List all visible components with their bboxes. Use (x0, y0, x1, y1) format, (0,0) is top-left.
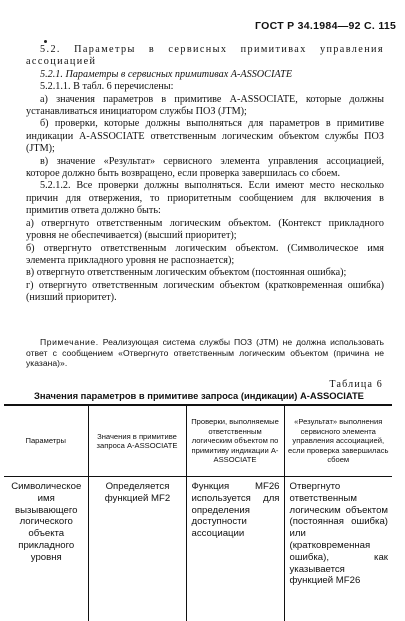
paragraph-5-2-1-2: 5.2.1.2. Все проверки должны выполняться. Если имеют место несколько причин для отвержения, то приоритетным сообщением для включения в примитив ответа должно быть: (26, 180, 384, 217)
table-row (4, 477, 392, 621)
header-result: «Результат» выполнения сервисного элемента управления ассоциацией, если проверка завершилась сбоем (284, 405, 392, 477)
table-caption: Таблица 6 (329, 379, 383, 390)
section-5-2-1-title: 5.2.1. Параметры в сервисных примитивах A-ASSOCIATE (26, 69, 384, 81)
margin-dot (44, 40, 47, 43)
note-label: Примечание. (40, 337, 99, 347)
paragraph-5-2-1-1: 5.2.1.1. В табл. 6 перечислены: (26, 81, 384, 93)
reason-g: г) отвергнуто ответственным логическим объектом (кратковременная ошибка) (низший приоритет). (26, 280, 384, 305)
reason-v: в) отвергнуто ответственным логическим объектом (постоянная ошибка); (26, 267, 384, 279)
note (26, 337, 384, 369)
list-item-a: а) значения параметров в примитиве A-ASSOCIATE, которые должны устанавливаться инициатором службы ПОЗ (JTM); (26, 94, 384, 119)
header-checks: Проверки, выполняемые ответственным логическим объектом по примитиву индикации A-ASSOCIATE (186, 405, 284, 477)
section-5-2-title: 5.2. Параметры в сервисных примитивах управления ассоциацией (26, 44, 384, 69)
table-title: Значения параметров в примитиве запроса (индикации) A-ASSOCIATE (34, 390, 364, 401)
list-item-b: б) проверки, которые должны выполняться для параметров в примитиве индикации A-ASSOCIATE ответственным логическим объектом службы ПОЗ (JTM); (26, 118, 384, 155)
cell-check: Функция MF26 используется для определения доступности ассоциации (186, 477, 284, 621)
running-header: ГОСТ Р 34.1984—92 С. 115 (255, 20, 396, 32)
cell-result: Отвергнуто ответственным логическим объектом (постоянная ошибка) или (кратковременная ошибка), как указывается функцией MF26 (284, 477, 392, 621)
list-item-v: в) значение «Результат» сервисного элемента управления ассоциацией, которое должно быть возвращено, если проверка завершилась со сбоем. (26, 156, 384, 181)
cell-request-value: Определяется функцией MF2 (88, 477, 186, 621)
header-parameters: Параметры (4, 405, 88, 477)
body-text (26, 44, 384, 305)
parameters-table (4, 404, 392, 621)
header-request-values: Значения в примитиве запроса A-ASSOCIATE (88, 405, 186, 477)
table-header-row (4, 405, 392, 477)
cell-parameter: Символическое имя вызывающего логического объекта прикладного уровня (4, 477, 88, 621)
note-text: Реализующая система службы ПОЗ (JTM) не должна использовать ответ с сообщением «Отвергнуто ответственным логическим объектом (причина не указана)». (26, 337, 384, 368)
reason-a: а) отвергнуто ответственным логическим объектом. (Контекст прикладного уровня не обеспечивается) (высший приоритет); (26, 218, 384, 243)
reason-b: б) отвергнуто ответственным логическим объектом. (Символическое имя элемента прикладного уровня не распознается); (26, 243, 384, 268)
